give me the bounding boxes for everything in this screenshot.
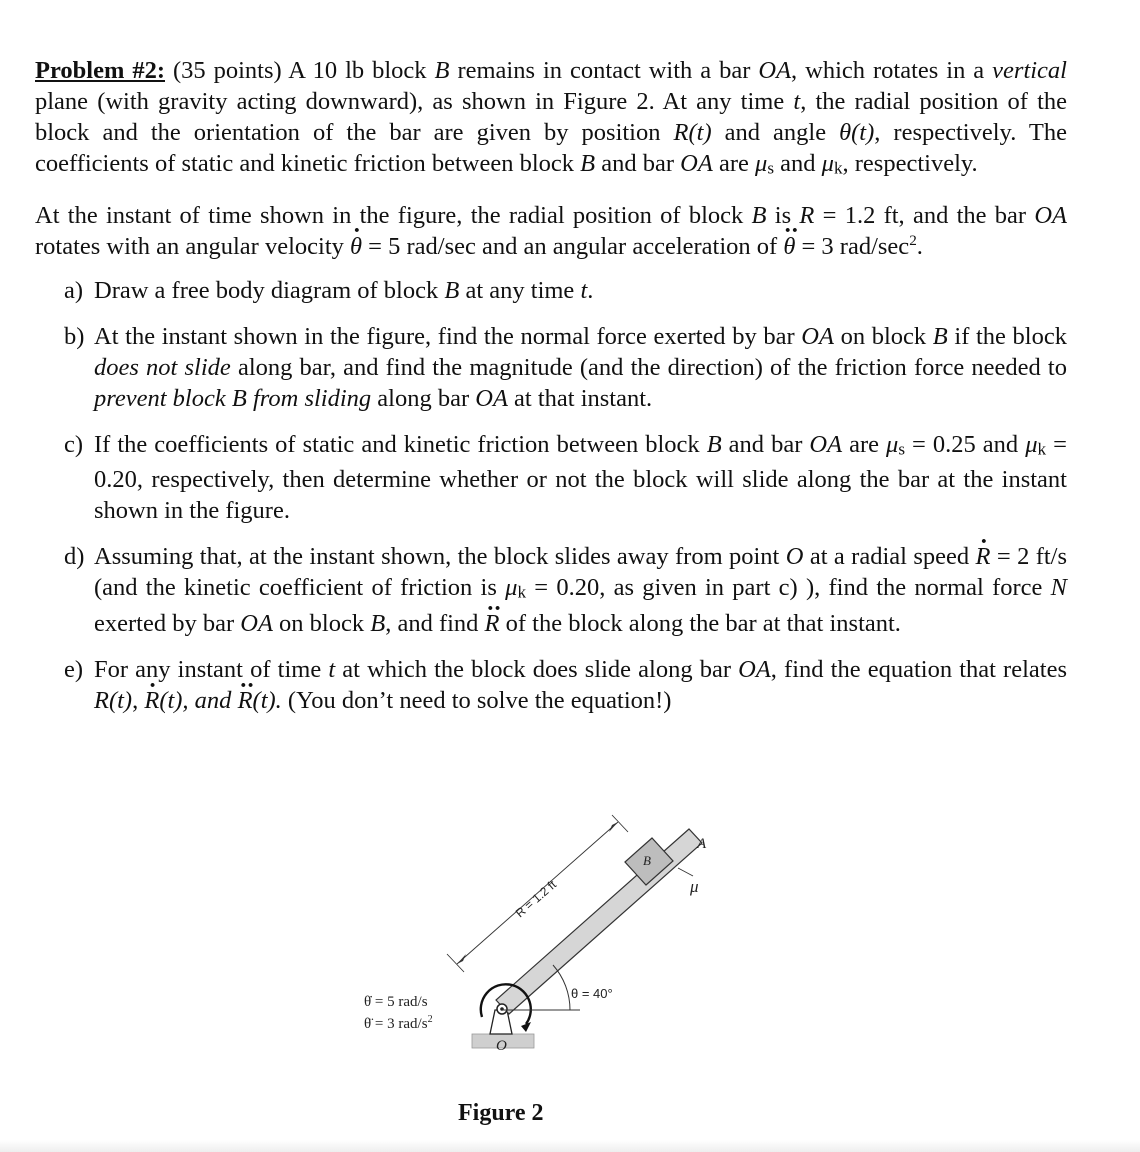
mu-label: μ	[690, 877, 699, 896]
theta-dot-label: θ̇ = 5 rad/s	[364, 994, 428, 1010]
theta-ddot-label: θ̈ = 3 rad/$s^2$	[364, 1014, 433, 1032]
origin-label: O	[496, 1038, 507, 1054]
part-e: e) For any instant of time t at which the block does slide along bar OA, find the equation that relates R(t), · R(t), and ·· R(t). (You don’t need to solve the equation!)	[35, 654, 1067, 716]
dim-ext-2	[612, 815, 628, 832]
block-label: B	[643, 853, 651, 868]
figure-2-diagram	[350, 812, 750, 1122]
figure-caption: Figure 2	[458, 1100, 544, 1126]
r-label: R = 1.2 ft	[512, 877, 559, 921]
dim-arrow-1	[457, 954, 466, 964]
part-a: a) Draw a free body diagram of block B at any time t.	[64, 276, 594, 304]
part-b: b) At the instant shown in the figure, find the normal force exerted by bar OA on block B if the block does not slide along bar, and find the magnitude (and the direction) of the friction force needed to prevent block B from sliding along bar OA at that instant.	[64, 322, 1067, 412]
angle-label: θ = 40°	[571, 986, 613, 1001]
end-a-label: A	[697, 836, 707, 852]
bottom-edge-shade	[0, 1140, 1140, 1152]
instant-paragraph: At the instant of time shown in the figure, the radial position of block B is R = 1.2 ft, and the bar OA rotates with an angular velocity · θ = 5 rad/sec and an angular acceleration of ·· θ = 3 rad/$\sec^2$.	[35, 200, 1067, 262]
problem-label: Problem #2:	[35, 57, 165, 84]
dim-ext-1	[447, 954, 464, 972]
problem-text	[35, 55, 1067, 731]
part-d: d) Assuming that, at the instant shown, the block slides away from point O at a radial speed · R = 2 ft/s (and the kinetic coefficient of friction is μk = 0.20, as given in part c) ), find the normal force N exerted by bar OA on block B, and find ·· R of the block along the bar at that instant.	[35, 541, 1067, 639]
part-c: c) If the coefficients of static and kinetic friction between block B and bar OA are μs = 0.25 and μk = 0.20, respectively, then determine whether or not the block will slide along the bar at the instant shown in the figure.	[64, 430, 1067, 525]
problem-intro: Problem #2: (35 points) A 10 lb block B remains in contact with a bar OA, which rotates in a vertical plane (with gravity acting downward), as shown in Figure 2. At any time t, the radial position of the block and the orientation of the bar are given by position R(t) and angle θ(t), respectively. The coefficients of static and kinetic friction between block B and bar OA are μs and μk, respectively.	[35, 57, 1067, 178]
mu-pointer	[678, 868, 693, 876]
